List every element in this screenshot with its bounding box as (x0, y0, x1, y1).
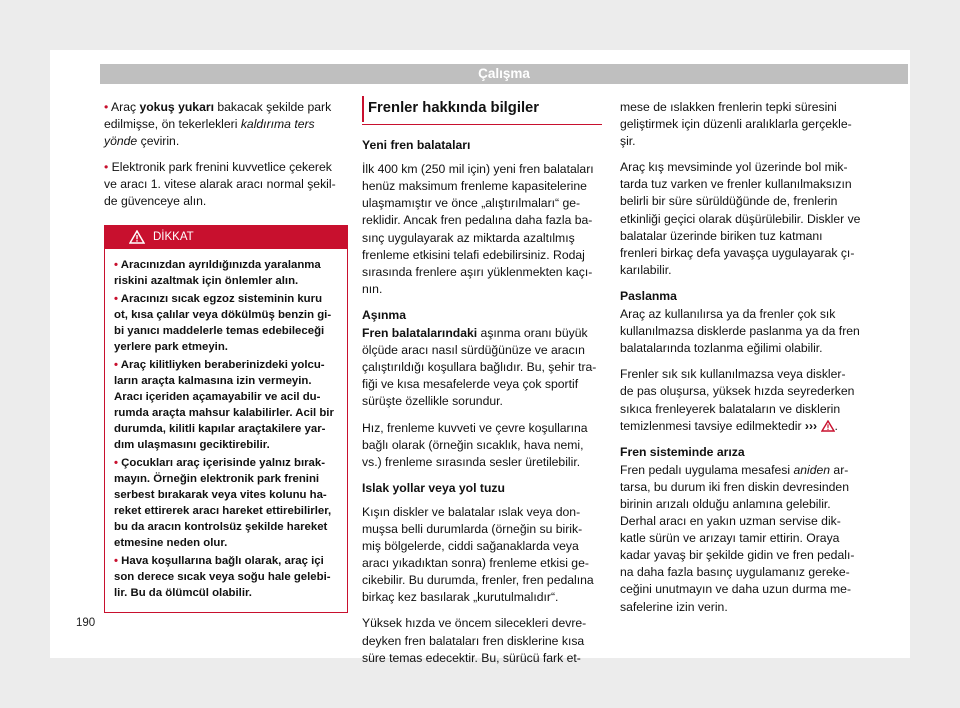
cross-reference-arrows[interactable]: ››› (804, 418, 818, 433)
heading-rust: Paslanma (620, 288, 677, 303)
warning-item: • Hava koşullarına bağlı olarak, araç içi son derece sıcak veya soğu hale gelebi- lir. Bu da ölümcül olabilir. (114, 554, 331, 599)
warning-item: • Araç kilitliyken beraberinizdeki yolcu- ların araçta kalmasına izin vermeyin. Aracı içeriden açamayabilir ve acil du- rumda araçta mahsur kalabilirler. Acil bir durumda, kilitli kapılar araçtakilere yar- dım ulaşmasını geciktirebilir. (114, 358, 334, 451)
paragraph-noise: Hız, frenleme kuvveti ve çevre koşullarına bağlı olarak (örneğin sıcaklık, hava nemi, vs.) frenleme sırasında sesler üretilebilir. (362, 420, 588, 469)
heading-new-pads: Yeni fren balataları (362, 138, 471, 153)
paragraph-rust: Araç az kullanılırsa ya da frenler çok sık kullanılmazsa disklerde paslanma ya da fren balatalarında tozlanma eğilimi olabilir. (620, 307, 860, 356)
paragraph-wear: Fren balatalarındaki aşınma oranı büyük ölçüde aracı nasıl sürdüğünüze ve aracın çalıştırıldığı koşullara bağlıdır. Bu, şehir tra- fiği ve kısa mesafelerde veya çok sportif sürüşte özellikle sorundur. (362, 326, 597, 409)
paragraph-new-pads: İlk 400 km (250 mil için) yeni fren balataları henüz maksimum frenleme kapasitelerine ulaşmamıştır ve önce „alıştırılmaları“ ge- reklidir. Ancak fren pedalına daha fazla ba- sınç uygulayarak az miktarda azaltılmış frenleme etkisini telafi edebilirsiniz. Rodaj sırasında frenlere aşırı yüklenmekten kaçı- nın. (362, 162, 594, 296)
paragraph-rare-use: Frenler sık sık kullanılmazsa veya diskler- de pas oluşursa, yüksek hızda seyrederken sıkıca frenleyerek balataların ve disklerin temizlenmesi tavsiye edilmektedir ››› . (620, 367, 855, 433)
right-column (620, 99, 862, 625)
bullet-item-uphill: • Araç yokuş yukarı bakacak şekilde park edilmişse, ön tekerlekleri kaldırıma ters yönde çevirin. (104, 100, 332, 149)
bullet-icon: • (104, 100, 109, 114)
warning-box (104, 225, 348, 613)
warning-triangle-icon (129, 230, 145, 244)
warning-body (105, 249, 347, 601)
bullet-icon: • (114, 456, 122, 469)
bullet-icon: • (104, 160, 109, 175)
heading-wear: Aşınma (362, 307, 407, 322)
section-title: Frenler hakkında bilgiler (362, 96, 602, 125)
bullet-icon: • (114, 554, 122, 567)
warning-item: • Çocukları araç içerisinde yalnız bırak- mayın. Örneğin elektronik park frenini serbest bırakarak veya vites kolunu ha- reket ettirerek aracı hareket ettirebilirler, bu da aracın kontrolsüz şekilde hareket etmesine neden olur. (114, 456, 332, 549)
bullet-item-parkbrake: • Elektronik park frenini kuvvetlice çekerek ve aracı 1. vitese alarak aracı normal şekil- de güvenceye alın. (104, 160, 336, 209)
bullet-icon: • (114, 292, 121, 305)
middle-column (362, 96, 602, 676)
warning-title: DİKKAT (153, 230, 194, 243)
paragraph-wet-roads: Kışın diskler ve balatalar ıslak veya don- muşsa belli durumlarda (örneğin su birik- miş bölgelerde, ciddi sağanaklarda veya aracı yıkadıktan sonra) frenleme etkisi ge- cikebilir. Bu durumda, frenler, fren pedalına birkaç kez basılarak „kurutulmalıdır“. (362, 504, 594, 605)
heading-wet-roads: Islak yollar veya yol tuzu (362, 480, 505, 495)
warning-header (105, 226, 347, 249)
paragraph-brake-fault: Fren pedalı uygulama mesafesi aniden ar- tarsa, bu durum iki fren diskin devresinden birinin arızalı olduğu anlamına gelebilir. Derhal aracı en yakın uzman servise dik- katle sürün ve arızayı tamir ettirin. Oraya kadar yavaş bir şekilde gidin ve fren pedalı- na daha fazla basınç uygulamanız gereke- ceğini unutmayın ve daha uzun durma me- safelerine izin verin. (620, 462, 855, 614)
warning-item: • Aracınızdan ayrıldığınızda yaralanma riskini azaltmak için önlemler alın. (114, 258, 321, 287)
warning-item: • Aracınızı sıcak egzoz sisteminin kuru ot, kısa çalılar veya dökülmüş benzin gi- bi yanıcı maddelerle temas edebileceği yerlere park etmeyin. (114, 292, 332, 353)
warning-triangle-icon[interactable] (821, 420, 835, 432)
bullet-icon: • (114, 258, 121, 271)
page-number: 190 (76, 617, 96, 629)
bullet-icon: • (114, 358, 121, 371)
paragraph-winter-salt: Araç kış mevsiminde yol üzerinde bol mik- tarda tuz varken ve frenler kullanılmaksızın belirli bir süre sürüldüğünde de, frenlerin etkinliği geçici olarak düşürülebilir. Diskler ve balatalar üzerinde biriken tuz katmanı frenleri birkaç defa yavaşça uygulayarak çı- karılabilir. (620, 160, 861, 277)
heading-brake-fault: Fren sisteminde arıza (620, 444, 745, 459)
paragraph-continued: mese de ıslakken frenlerin tepki süresini geliştirmek için düzenli aralıklarla gerçekle- şir. (620, 100, 852, 149)
paragraph-high-speed: Yüksek hızda ve öncem silecekleri devre- deyken fren balataları fren disklerine kısa süre temas edecektir. Bu, sürücü fark et- (362, 616, 587, 665)
page-header: Çalışma (100, 64, 908, 84)
left-column (104, 99, 348, 613)
